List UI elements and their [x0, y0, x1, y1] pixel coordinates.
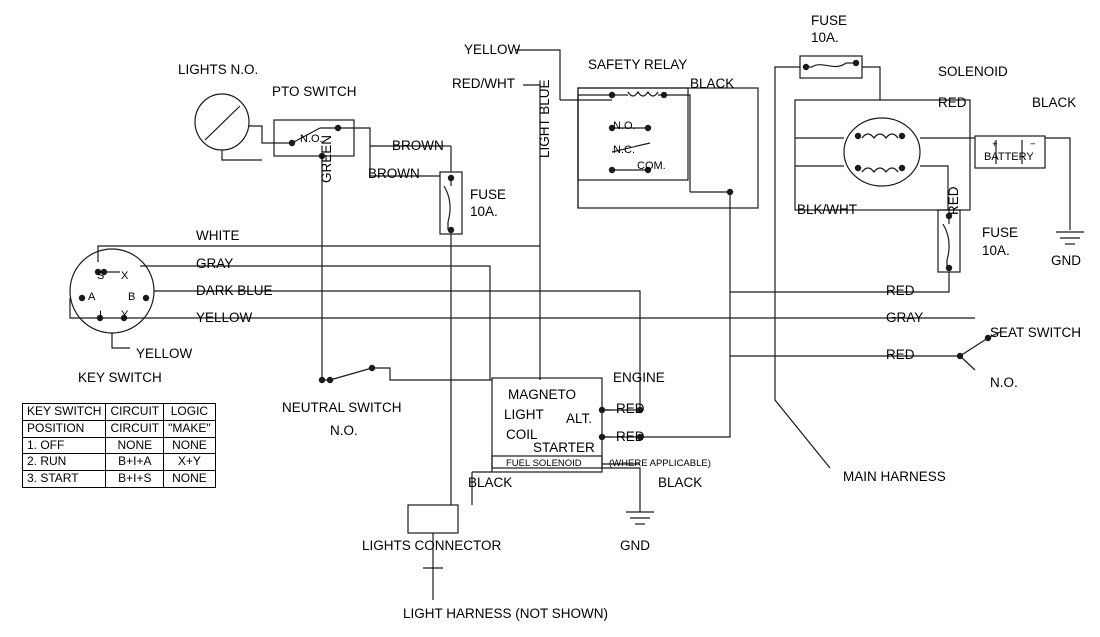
table-header-row [23, 404, 216, 421]
label-pto-switch: PTO SWITCH [272, 84, 357, 99]
label-light: LIGHT [504, 407, 544, 422]
label-fuse-right: FUSE [982, 225, 1019, 240]
label-black-left-connector: BLACK [468, 475, 513, 490]
label-white: WHITE [196, 228, 240, 243]
table-subheader-row [23, 420, 216, 437]
table-header-cell-2: LOGIC [164, 404, 216, 421]
label-black-gnd: BLACK [658, 475, 703, 490]
label-ks-s: S [97, 270, 105, 282]
label-ks-x: X [121, 270, 129, 282]
label-light-blue: LIGHT BLUE [537, 79, 552, 158]
label-fuel-solenoid: FUEL SOLENOID [506, 458, 582, 469]
label-fuse-right-amp: 10A. [982, 243, 1010, 258]
label-blk-wht: BLK/WHT [797, 202, 858, 217]
label-relay-com: COM. [637, 160, 666, 172]
label-gnd-right: GND [1051, 253, 1081, 268]
label-ks-a: A [88, 291, 96, 303]
label-fuse-top-amp: 10A. [811, 30, 839, 45]
label-black-relay: BLACK [690, 76, 735, 91]
label-red-vertical: RED [946, 186, 961, 215]
label-seat-switch: SEAT SWITCH [990, 325, 1082, 340]
label-black-battery: BLACK [1032, 95, 1077, 110]
label-lights-connector: LIGHTS CONNECTOR [362, 538, 502, 553]
label-light-harness: LIGHT HARNESS (NOT SHOWN) [403, 606, 609, 621]
label-yellow-top: YELLOW [464, 42, 521, 57]
label-fuse-mid: FUSE [470, 187, 507, 202]
label-brown-1: BROWN [392, 138, 444, 153]
table-cell-pos-3: 3. START [23, 471, 106, 488]
label-battery-minus: − [1030, 139, 1036, 150]
label-brown-2: BROWN [368, 166, 420, 181]
label-gray: GRAY [196, 256, 234, 271]
label-pto-no: N.O. [300, 133, 323, 145]
label-red-wht: RED/WHT [452, 76, 515, 91]
label-engine: ENGINE [613, 370, 665, 385]
label-gnd-bottom: GND [620, 538, 650, 553]
table-cell-pos-1: 1. OFF [23, 437, 106, 454]
label-alt: ALT. [566, 411, 593, 426]
label-red-seat: RED [886, 347, 915, 362]
label-neutral-no: N.O. [330, 423, 358, 438]
table-subheader-cell-0: POSITION [23, 420, 106, 437]
label-relay-no: N.O. [613, 120, 636, 132]
label-relay-nc: N.C. [613, 144, 635, 156]
label-safety-relay: SAFETY RELAY [588, 57, 688, 72]
label-solenoid: SOLENOID [938, 64, 1008, 79]
key-switch-logic-table [22, 403, 216, 488]
table-cell-logic-1: NONE [164, 437, 216, 454]
label-ks-b: B [128, 291, 136, 303]
label-red-right: RED [886, 283, 915, 298]
table-cell-circuit-3: B+I+S [106, 471, 164, 488]
table-cell-circuit-1: NONE [106, 437, 164, 454]
label-ks-y: Y [121, 309, 129, 321]
label-red-solenoid: RED [938, 95, 967, 110]
label-fuse-top: FUSE [811, 13, 848, 28]
label-battery-plus: + [992, 139, 998, 150]
label-neutral-switch: NEUTRAL SWITCH [282, 400, 402, 415]
table-cell-logic-2: X+Y [164, 454, 216, 471]
label-battery: BATTERY [984, 151, 1034, 163]
label-starter: STARTER [533, 440, 595, 455]
table-row [23, 471, 216, 488]
label-seat-no: N.O. [990, 375, 1018, 390]
table-header-cell-1: CIRCUIT [106, 404, 164, 421]
label-lights-no: LIGHTS N.O. [178, 62, 259, 77]
label-main-harness: MAIN HARNESS [843, 469, 946, 484]
label-coil: COIL [506, 427, 538, 442]
label-fuse-mid-amp: 10A. [470, 204, 498, 219]
label-green: GREEN [319, 134, 334, 183]
table-header-cell-0: KEY SWITCH [23, 404, 106, 421]
table-subheader-cell-2: "MAKE" [164, 420, 216, 437]
label-ks-i: I [99, 309, 103, 321]
label-red-alt: RED [616, 401, 645, 416]
label-where-applicable: (WHERE APPLICABLE) [609, 458, 711, 469]
label-dark-blue: DARK BLUE [196, 283, 273, 298]
label-yellow-keyswitch: YELLOW [196, 310, 253, 325]
table-cell-pos-2: 2. RUN [23, 454, 106, 471]
table-subheader-cell-1: CIRCUIT [106, 420, 164, 437]
label-key-switch: KEY SWITCH [78, 370, 162, 385]
label-magneto: MAGNETO [508, 387, 577, 402]
table-row [23, 454, 216, 471]
table-row [23, 437, 216, 454]
label-gray-right: GRAY [886, 310, 924, 325]
table-cell-logic-3: NONE [164, 471, 216, 488]
table-cell-circuit-2: B+I+A [106, 454, 164, 471]
label-yellow-keyswitch-lead: YELLOW [136, 346, 193, 361]
label-red-starter: RED [616, 429, 645, 444]
